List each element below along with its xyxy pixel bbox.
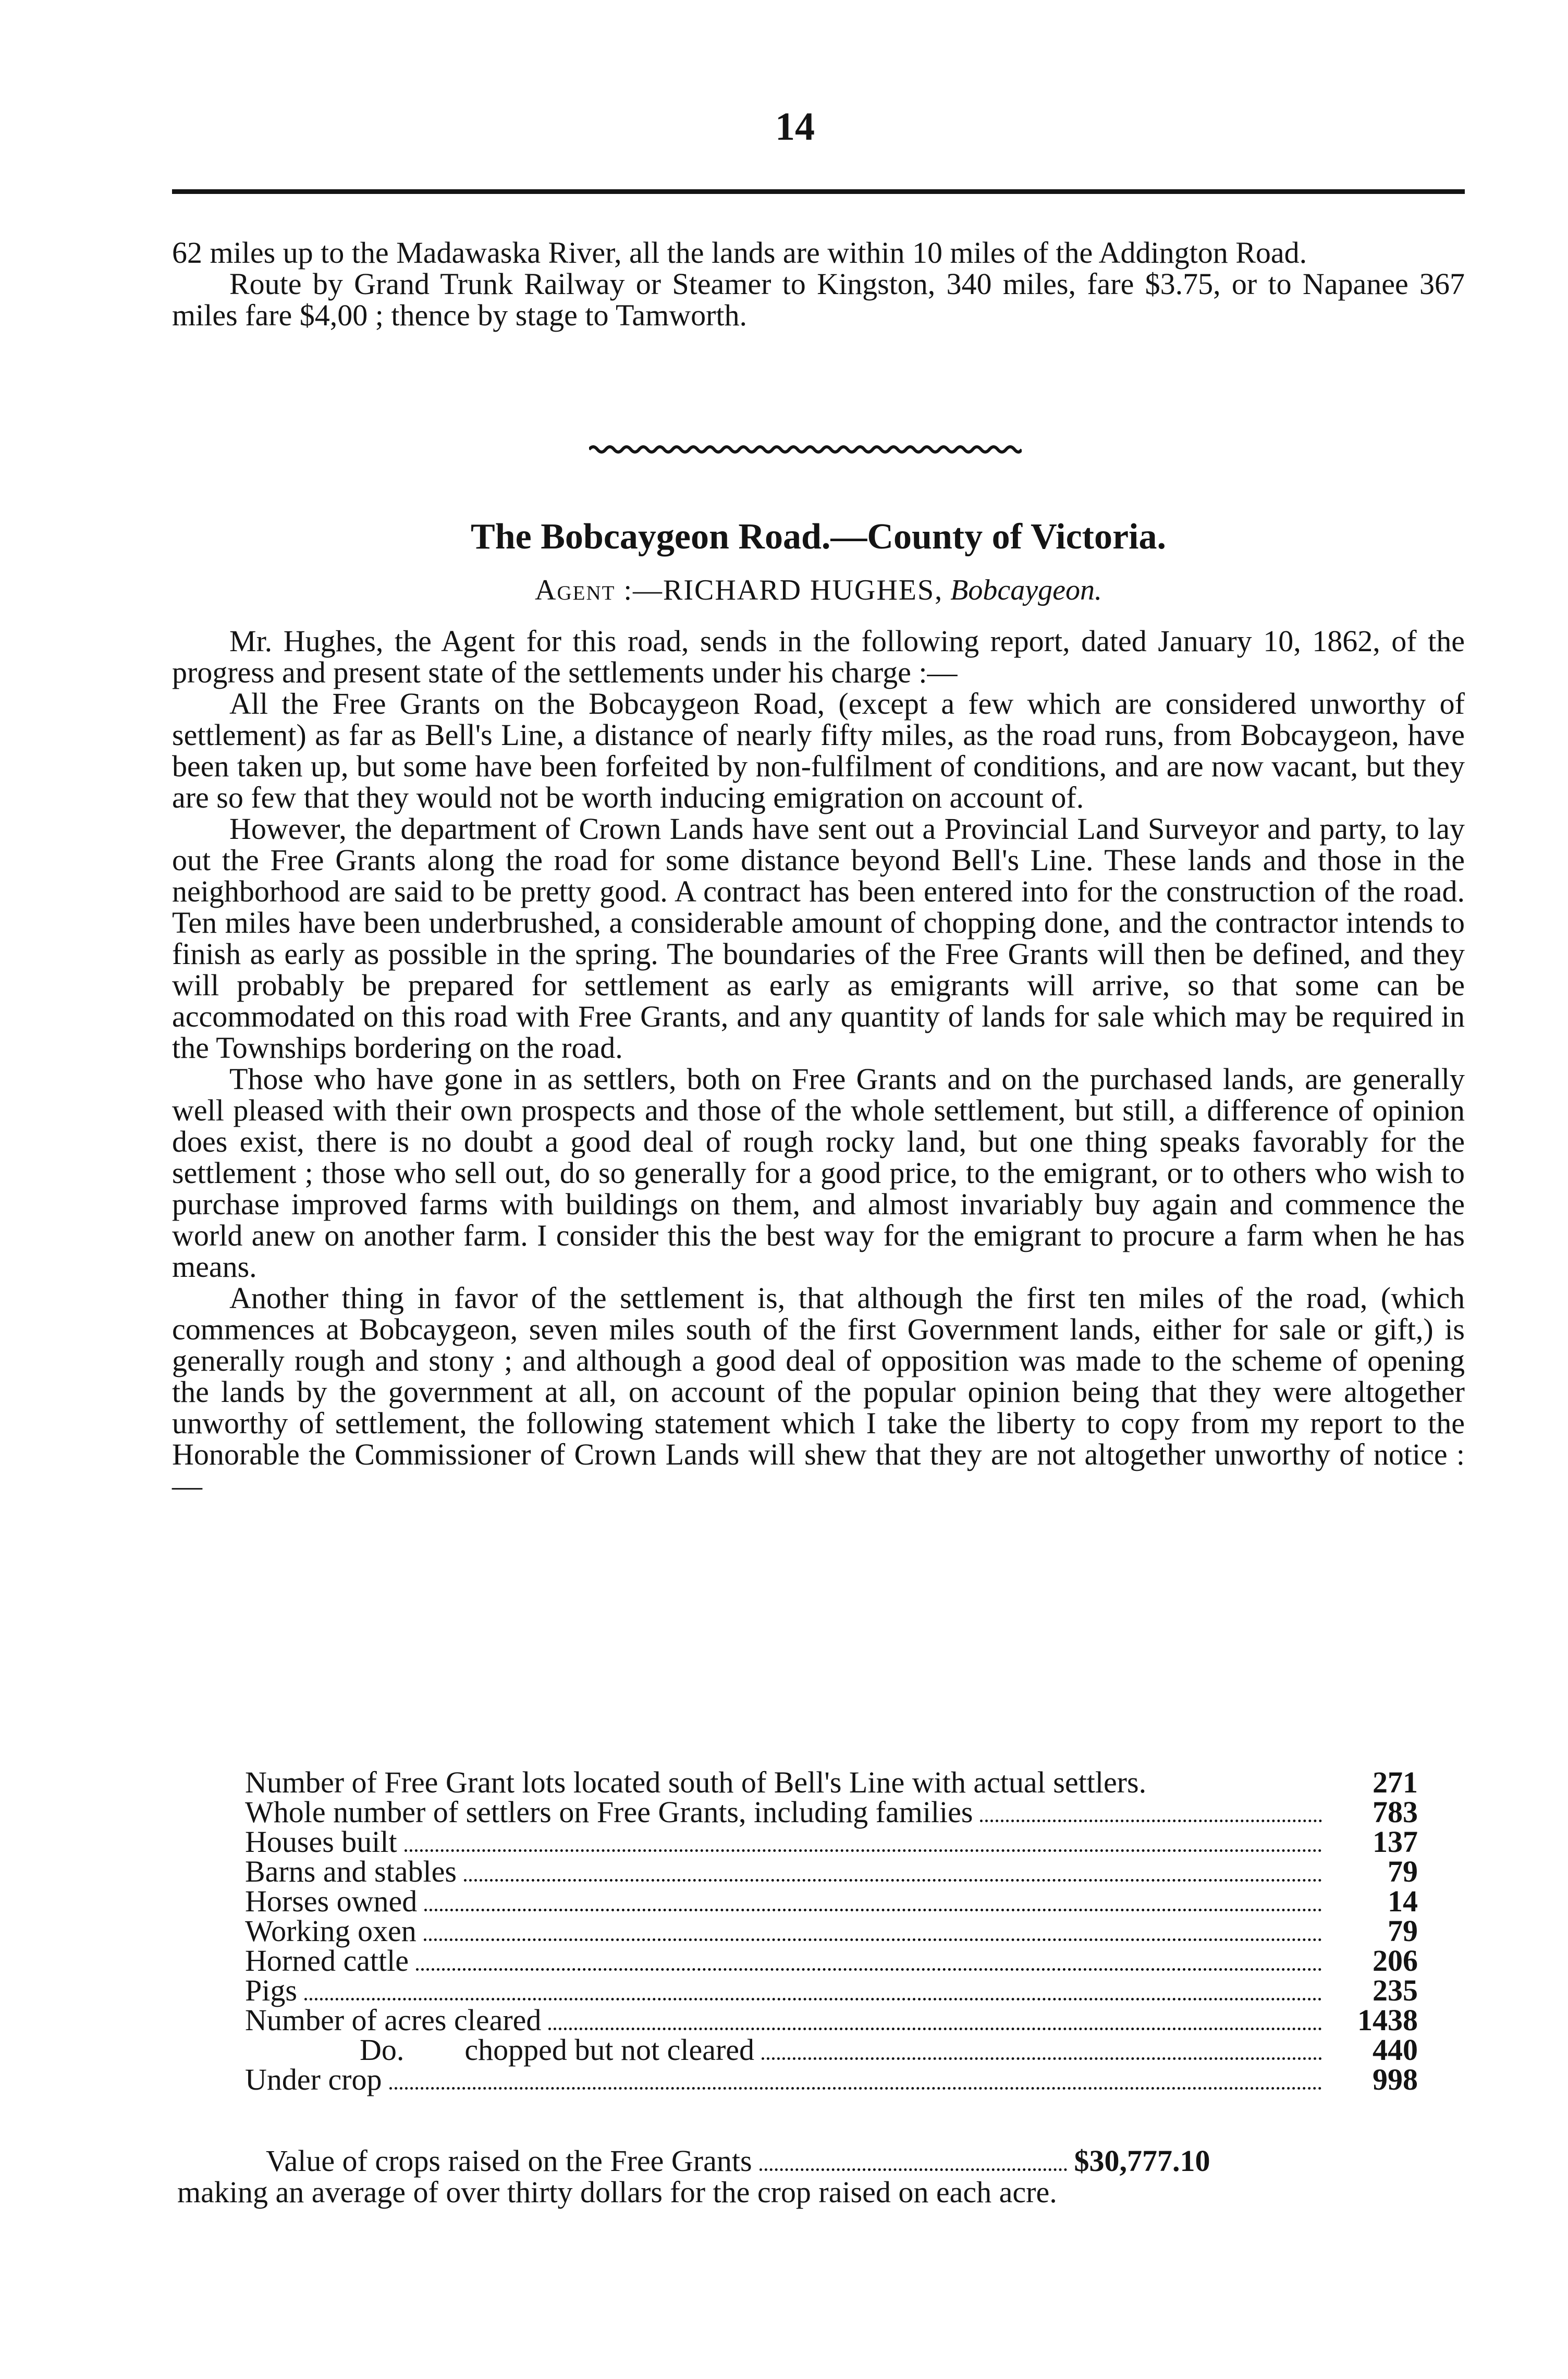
stat-label: Whole number of settlers on Free Grants, including families bbox=[245, 1795, 973, 1829]
stat-value: 271 bbox=[1373, 1765, 1418, 1799]
dot-leader bbox=[405, 1829, 1322, 1852]
dot-leader bbox=[424, 1919, 1322, 1941]
stat-row bbox=[245, 1916, 1418, 1946]
stat-value: 79 bbox=[1388, 1855, 1418, 1888]
stat-row bbox=[245, 2065, 1418, 2094]
closing-block bbox=[177, 2145, 1470, 2208]
stat-row bbox=[245, 1797, 1418, 1827]
stat-row bbox=[245, 2035, 1418, 2065]
crop-value-amount: $30,777.10 bbox=[1074, 2144, 1210, 2178]
stat-row bbox=[245, 2005, 1418, 2035]
stat-row bbox=[245, 1975, 1418, 2005]
stat-row bbox=[245, 1827, 1418, 1857]
stat-label: Working oxen bbox=[245, 1914, 416, 1948]
report-paragraph-2: All the Free Grants on the Bobcaygeon Road, (except a few which are considered unworthy of settlement) as far as Bell's Line, a distance of nearly fifty miles, as the road runs, from Bobcaygeon, have been taken up, but some have been forfeited by non-fulfilment of conditions, and are now vacant, but they are so few that they would not be worth inducing emigration on account of. bbox=[172, 687, 1465, 814]
report-body bbox=[172, 626, 1465, 1502]
dot-leader bbox=[762, 2038, 1322, 2060]
stat-value: 14 bbox=[1388, 1884, 1418, 1918]
intro-block bbox=[172, 237, 1465, 331]
stat-label: Horned cattle bbox=[245, 1944, 409, 1978]
stat-row bbox=[245, 1886, 1418, 1916]
stat-label: Barns and stables bbox=[245, 1855, 457, 1888]
agent-label: Agent :— bbox=[535, 574, 664, 606]
stat-label: Houses built bbox=[245, 1825, 397, 1859]
header-rule bbox=[172, 189, 1465, 194]
report-paragraph-5: Another thing in favor of the settlement is, that although the first ten miles of the road, (which commences at Bobcaygeon, seven miles south of the first Government lands, either for sale or gift,) is generally rough and stony ; and although a good deal of opposition was made to the scheme of opening the lands by the government at all, on account of the popular opinion being that they were altogether unworthy of settlement, the following statement which I take the liberty to copy from my report to the Honorable the Commissioner of Crown Lands will shew that they are not altogether unworthy of notice :— bbox=[172, 1281, 1465, 1503]
intro-paragraph-2: Route by Grand Trunk Railway or Steamer to Kingston, 340 miles, fare $3.75, or to Napanee 367 miles fare $4,00 ; thence by stage to Tamworth. bbox=[172, 267, 1465, 332]
stat-label: Horses owned bbox=[245, 1884, 418, 1918]
stat-label: Number of acres cleared bbox=[245, 2003, 542, 2037]
dot-leader bbox=[389, 2067, 1322, 2090]
stat-label: Under crop bbox=[245, 2063, 382, 2096]
stat-label: Pigs bbox=[245, 1973, 297, 2007]
stat-value: 1438 bbox=[1357, 2003, 1418, 2037]
crop-value-row bbox=[177, 2145, 1413, 2177]
dot-leader bbox=[464, 1859, 1322, 1882]
section-title: The Bobcaygeon Road.—County of Victoria. bbox=[471, 517, 1166, 557]
stat-value: 440 bbox=[1373, 2033, 1418, 2067]
stat-row bbox=[245, 1767, 1418, 1797]
report-paragraph-4: Those who have gone in as settlers, both on Free Grants and on the purchased lands, are generally well pleased with their own prospects and those of the whole settlement, but still, a difference of opinion does exist, there is no doubt a good deal of rough rocky land, but one thing speaks favorably for the settlement ; those who sell out, do so generally for a good price, to the emigrant, or to others who wish to purchase improved farms with buildings on them, and almost invariably buy again and commence the world anew on another farm. I consider this the best way for the emigrant to procure a farm when he has means. bbox=[172, 1062, 1465, 1284]
dot-leader bbox=[304, 1978, 1322, 2000]
crop-value-label: Value of crops raised on the Free Grants bbox=[266, 2144, 752, 2178]
stat-label: Do. chopped but not cleared bbox=[360, 2033, 755, 2067]
stat-value: 783 bbox=[1373, 1795, 1418, 1829]
stat-value: 206 bbox=[1373, 1944, 1418, 1978]
stat-value: 998 bbox=[1373, 2063, 1418, 2096]
statistics-table bbox=[245, 1767, 1418, 2094]
stat-row bbox=[245, 1857, 1418, 1886]
page-number: 14 bbox=[775, 105, 815, 149]
stat-value: 79 bbox=[1388, 1914, 1418, 1948]
dot-leader bbox=[980, 1800, 1322, 1822]
dot-leader bbox=[760, 2149, 1067, 2171]
dot-leader bbox=[548, 2008, 1322, 2030]
agent-name: RICHARD HUGHES, bbox=[663, 574, 944, 606]
intro-paragraph-1: 62 miles up to the Madawaska River, all the lands are within 10 miles of the Addington Road. bbox=[172, 236, 1307, 270]
report-paragraph-3: However, the department of Crown Lands have sent out a Provincial Land Surveyor and party, to lay out the Free Grants along the road for some distance beyond Bell's Line. These lands and those in the neighborhood are said to be pretty good. A contract has been entered into for the construction of the road. Ten miles have been underbrushed, a considerable amount of chopping done, and the contractor intends to finish as early as possible in the spring. The boundaries of the Free Grants will then be defined, and they will probably be prepared for settlement as early as emigrants will arrive, so that some can be accommodated on this road with Free Grants, and any quantity of lands for sale which may be required in the Townships bordering on the road. bbox=[172, 812, 1465, 1065]
stat-row bbox=[245, 1944, 1418, 1978]
wavy-divider bbox=[589, 443, 1022, 456]
agent-line bbox=[172, 574, 1465, 607]
agent-place: Bobcaygeon. bbox=[950, 574, 1102, 606]
stat-value: 235 bbox=[1373, 1973, 1418, 2007]
closing-note: making an average of over thirty dollars for the crop raised on each acre. bbox=[177, 2175, 1057, 2209]
stat-label: Number of Free Grant lots located south of Bell's Line with actual settlers. bbox=[245, 1765, 1147, 1799]
dot-leader bbox=[416, 1948, 1322, 1971]
report-paragraph-1: Mr. Hughes, the Agent for this road, sends in the following report, dated January 10, 1862, of the progress and present state of the settlements under his charge :— bbox=[172, 624, 1465, 689]
stat-value: 137 bbox=[1373, 1825, 1418, 1859]
dot-leader bbox=[424, 1889, 1322, 1911]
